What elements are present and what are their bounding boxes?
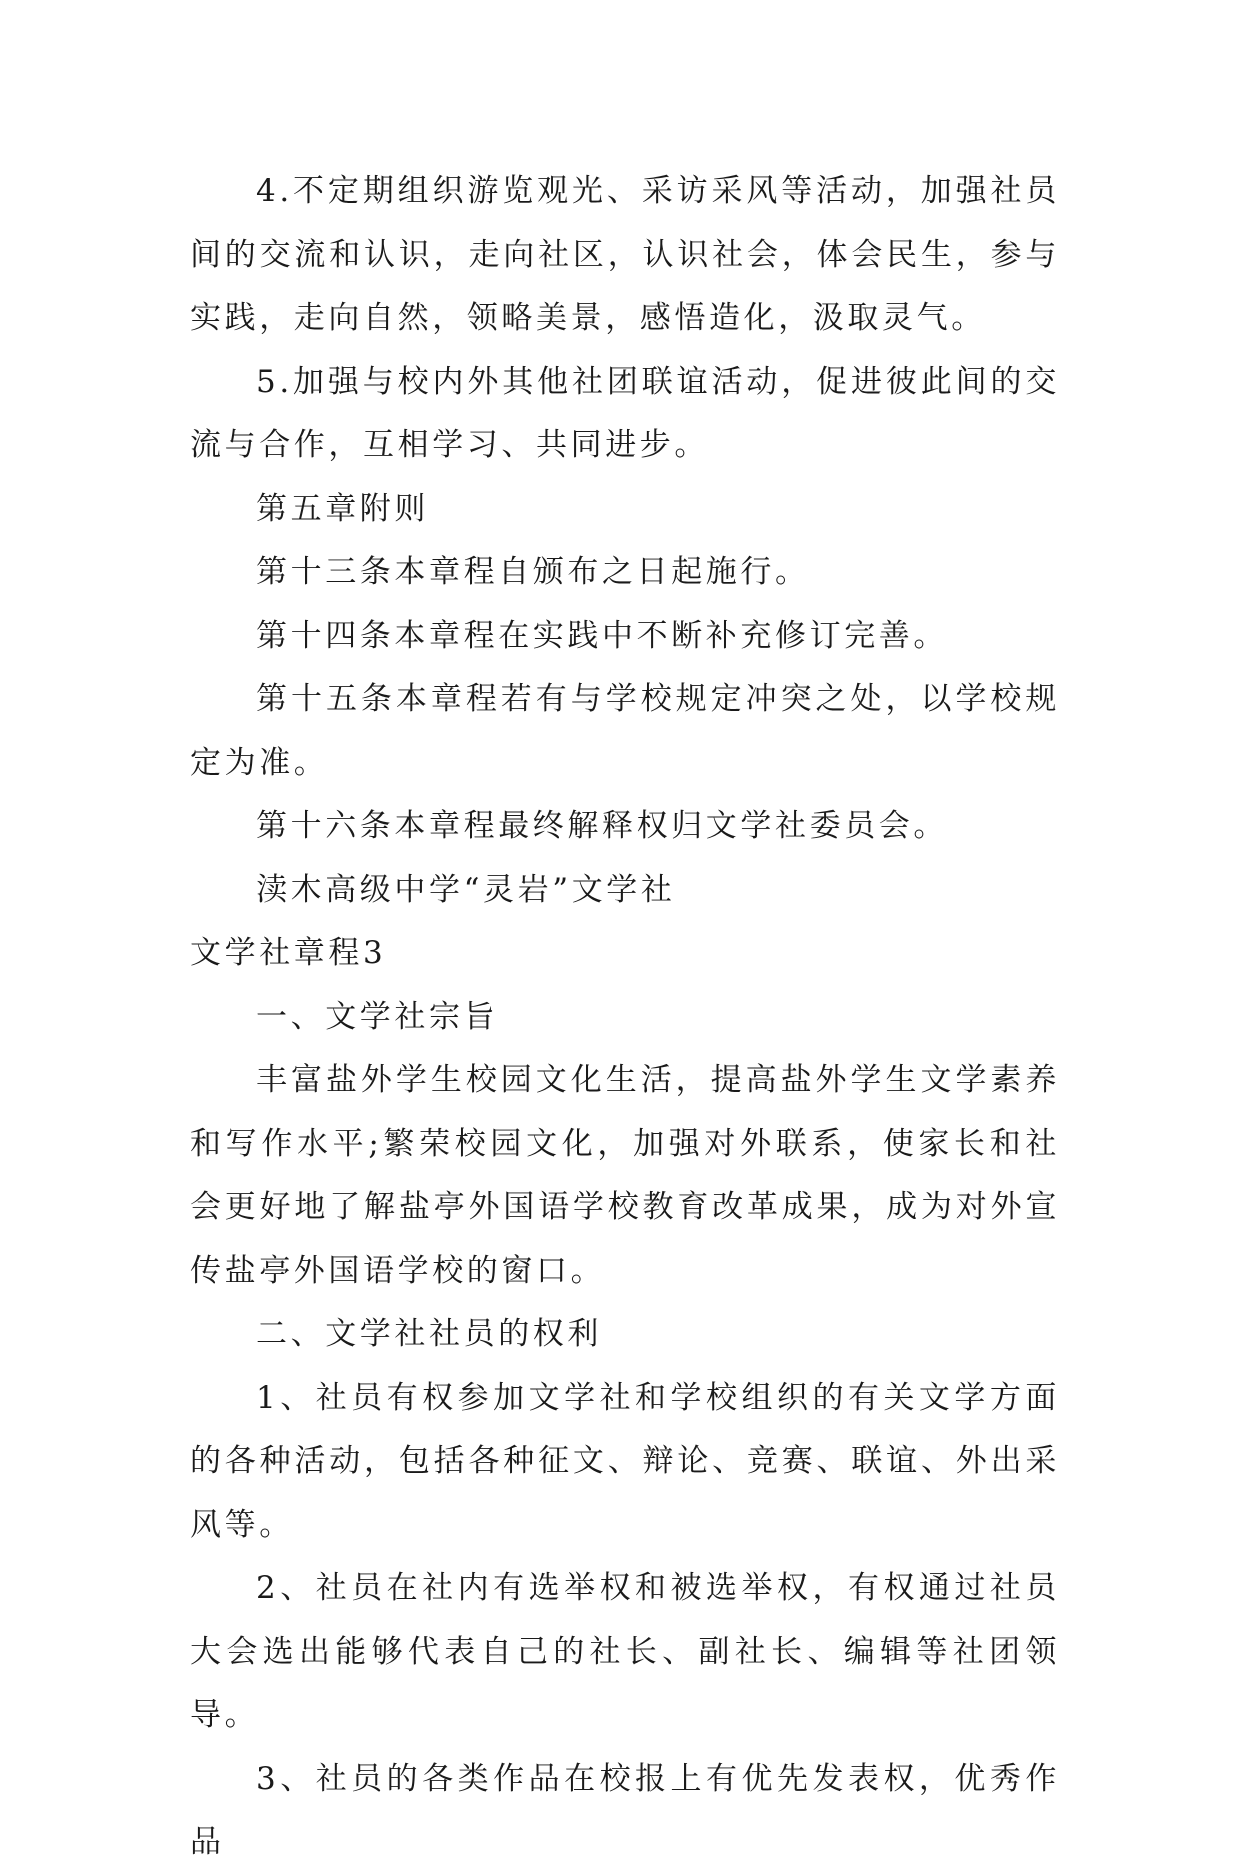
paragraph-activity-5: 5.加强与校内外其他社团联谊活动，促进彼此间的交流与合作，互相学习、共同进步。 <box>190 363 1060 463</box>
chapter-heading: 第五章附则 <box>256 490 429 527</box>
subheading-purpose: 一、文学社宗旨 <box>256 998 499 1035</box>
article-14: 第十四条本章程在实践中不断补充修订完善。 <box>256 617 948 654</box>
paragraph-right-1: 1、社员有权参加文学社和学校组织的有关文学方面的各种活动，包括各种征文、辩论、竞赛、联谊、外出采风等。 <box>190 1379 1060 1543</box>
article-13: 第十三条本章程自颁布之日起施行。 <box>256 554 810 590</box>
section-title: 文学社章程3 <box>190 935 387 971</box>
article-16: 第十六条本章程最终解释权归文学社委员会。 <box>256 808 948 844</box>
document-body <box>190 160 1060 1875</box>
signature-line: 渎木高级中学“灵岩”文学社 <box>256 871 676 908</box>
paragraph-right-2: 2、社员在社内有选举权和被选举权，有权通过社员大会选出能够代表自己的社长、副社长、编辑等社团领导。 <box>190 1570 1060 1733</box>
paragraph-activity-4: 4.不定期组织游览观光、采访采风等活动，加强社员间的交流和认识，走向社区，认识社会，体会民生，参与实践，走向自然，领略美景，感悟造化，汲取灵气。 <box>190 173 1060 336</box>
paragraph-purpose: 丰富盐外学生校园文化生活，提高盐外学生文学素养和写作水平;繁荣校园文化，加强对外联系，使家长和社会更好地了解盐亭外国语学校教育改革成果，成为对外宣传盐亭外国语学校的窗口。 <box>190 1062 1060 1289</box>
subheading-rights: 二、文学社社员的权利 <box>256 1316 602 1352</box>
article-15: 第十五条本章程若有与学校规定冲突之处，以学校规定为准。 <box>190 681 1060 781</box>
paragraph-right-3: 3、社员的各类作品在校报上有优先发表权，优秀作品 <box>190 1760 1060 1860</box>
